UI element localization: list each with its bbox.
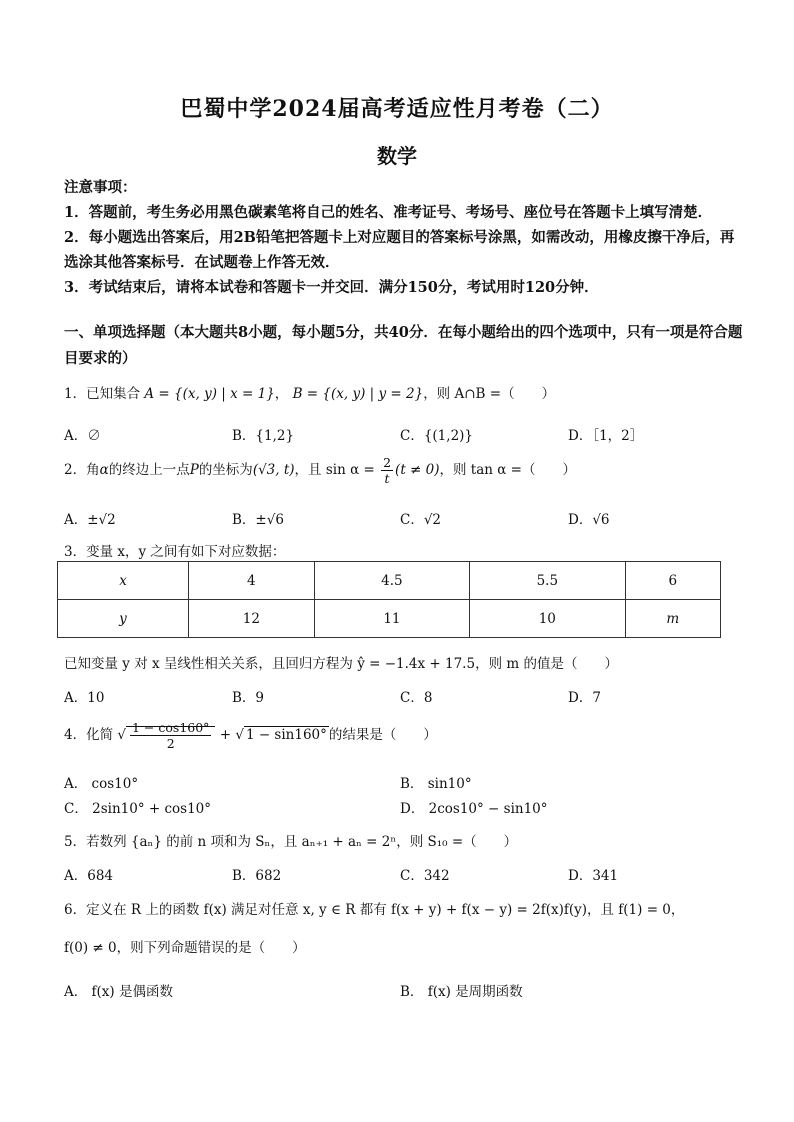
data-table: [57, 561, 721, 638]
table-cell: 4: [189, 562, 315, 600]
option-c[interactable]: C．8: [400, 690, 433, 706]
question-2: 2．角α的终边上一点P的坐标为(√3, t)，且 sin α = $\frac{2}{t}$ (t ≠ 0)，则 tan α =（ ）: [64, 455, 576, 486]
option-b[interactable]: B． sin10°: [400, 776, 472, 792]
question-6-line-1: 6．定义在 R 上的函数 f(x) 满足对任意 x, y ∈ R 都有 f(x + y) + f(x − y) = 2f(x)f(y)，且 f(1) = 0，: [64, 902, 685, 918]
option-c[interactable]: C．342: [400, 868, 450, 884]
set-a: A = {(x, y) | x = 1}: [144, 386, 275, 402]
table-cell: 6: [625, 562, 720, 600]
note-item-1: 1．答题前，考生务必用黑色碳素笔将自己的姓名、准考证号、考场号、座位号在答题卡上填写清楚．: [64, 204, 713, 221]
notes-heading: 注意事项：: [64, 179, 137, 196]
option-c[interactable]: C． 2sin10° + cos10°: [64, 801, 212, 817]
question-1: 1．已知集合 A = {(x, y) | x = 1}， B = {(x, y) | y = 2}，则 A∩B =（ ）: [64, 386, 556, 402]
fraction-2-over-t: $\frac{2}{t}$: [383, 455, 392, 486]
option-d[interactable]: D．341: [568, 868, 619, 884]
option-d[interactable]: D．7: [568, 690, 601, 706]
option-a[interactable]: A． cos10°: [64, 776, 139, 792]
table-cell: 10: [470, 600, 625, 638]
notes-block: [64, 175, 744, 300]
radical-sign: √: [117, 727, 126, 743]
option-d[interactable]: D． 2cos10° − sin10°: [400, 801, 548, 817]
question-6-line-2: f(0) ≠ 0，则下列命题错误的是（ ）: [64, 940, 306, 956]
option-b[interactable]: B．9: [232, 690, 265, 706]
table-cell: 5.5: [470, 562, 625, 600]
set-b: B = {(x, y) | y = 2}: [292, 386, 424, 402]
option-c[interactable]: C．{(1,2)}: [400, 428, 474, 444]
table-cell: x: [58, 562, 189, 600]
subject-title: 数学: [377, 144, 417, 168]
option-d[interactable]: D．［1，2］: [568, 428, 644, 444]
table-cell: m: [625, 600, 720, 638]
question-3-text: 已知变量 y 对 x 呈线性相关关系，且回归方程为 ŷ = −1.4x + 17.5，则 m 的值是（ ）: [64, 656, 618, 672]
option-b[interactable]: B．682: [232, 868, 282, 884]
option-a[interactable]: A．∅: [64, 428, 101, 444]
option-a[interactable]: A．684: [64, 868, 114, 884]
option-c[interactable]: C．√2: [400, 512, 442, 528]
section-heading: 一、单项选择题（本大题共8小题，每小题5分，共40分．在每小题给出的四个选项中，只有一项是符合题目要求的）: [64, 324, 743, 367]
question-3: 3．变量 x，y 之间有如下对应数据：: [64, 544, 286, 560]
table-cell: 11: [314, 600, 469, 638]
table-cell: y: [58, 600, 189, 638]
question-5: 5．若数列 {aₙ} 的前 n 项和为 Sₙ，且 aₙ₊₁ + aₙ = 2ⁿ，则 S₁₀ =（ ）: [64, 834, 518, 850]
option-a[interactable]: A．±√2: [64, 512, 116, 528]
question-4: 4．化简 √ $\frac{1 - \cos 160^\circ}{2}$ + √ 1 − sin160° 的结果是（ ）: [64, 720, 437, 751]
table-cell: 12: [189, 600, 315, 638]
note-item-2: 2．每小题选出答案后，用2B铅笔把答题卡上对应题目的答案标号涂黑，如需改动，用橡皮擦干净后，再选涂其他答案标号．在试题卷上作答无效．: [64, 229, 735, 271]
table-cell: 4.5: [314, 562, 469, 600]
radical-sign: √: [235, 727, 244, 743]
option-a[interactable]: A．10: [64, 690, 105, 706]
exam-title: 巴蜀中学2024届高考适应性月考卷（二）: [180, 96, 614, 122]
option-a[interactable]: A． f(x) 是偶函数: [64, 984, 173, 1000]
option-d[interactable]: D．√6: [568, 512, 610, 528]
note-item-3: 3．考试结束后，请将本试卷和答题卡一并交回．满分150分，考试用时120分钟．: [64, 279, 599, 296]
table-row: [58, 600, 721, 638]
option-b[interactable]: B．{1,2}: [232, 428, 295, 444]
table-row: [58, 562, 721, 600]
option-b[interactable]: B． f(x) 是周期函数: [400, 984, 523, 1000]
option-b[interactable]: B．±√6: [232, 512, 284, 528]
